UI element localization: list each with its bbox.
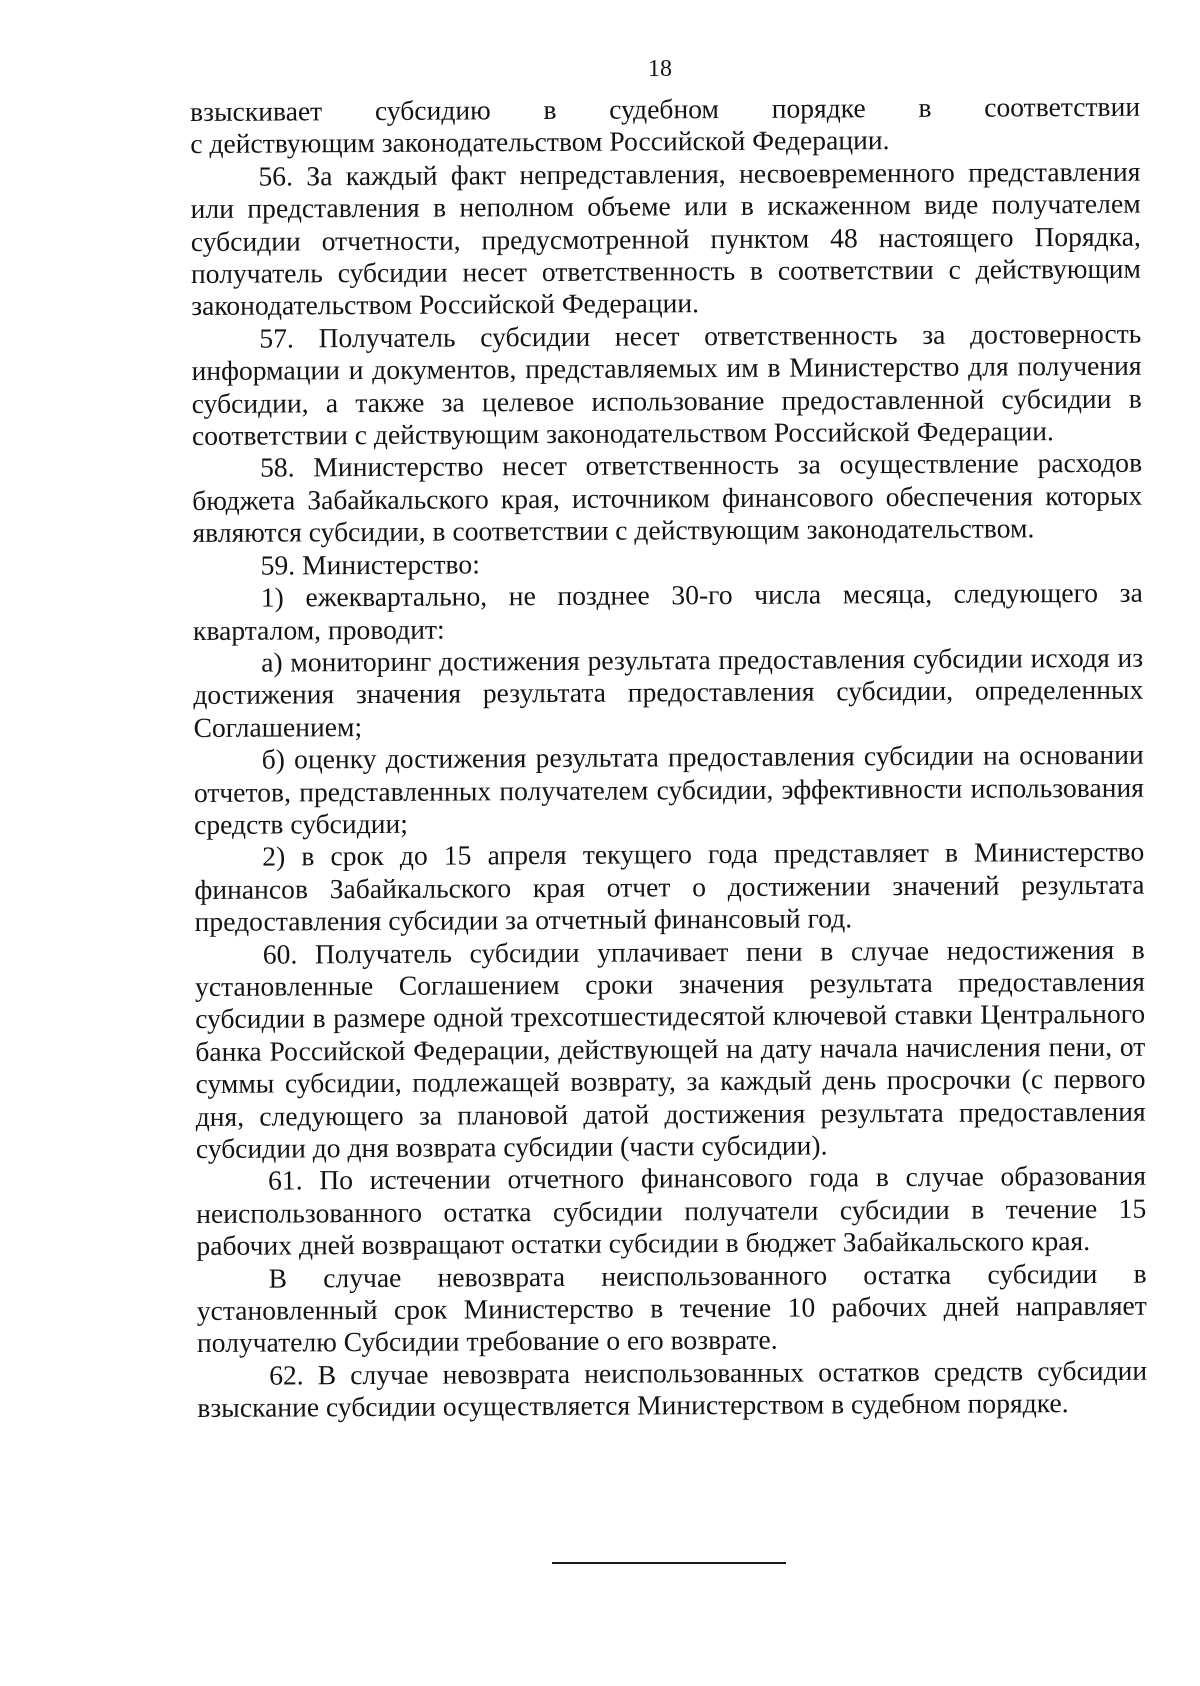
document-body	[190, 91, 1147, 1425]
paragraph-56: 56. За каждый факт непредставления, несвоевременного представления или представления в неполном объеме или в искаженном виде получателем субсидии отчетности, предусмотренной пунктом 48 настоящего Порядка, получатель субсидии несет ответственность в соответствии с действующим законодательством Российской Федерации.	[190, 155, 1142, 322]
paragraph-61-continuation: В случае невозврата неиспользованного остатка субсидии в установленный срок Министерство в течение 10 рабочих дней направляет получателю Субсидии требование о его возврате.	[196, 1257, 1147, 1359]
paragraph-59-item-1b: б) оценку достижения результата предоставления субсидии на основании отчетов, представленных получателем субсидии, эффективности использования средств субсидии;	[193, 738, 1144, 840]
paragraph-continuation-line: взыскивает субсидию в судебном порядке в соответствии	[190, 90, 1141, 127]
paragraph-59-item-1a: а) мониторинг достижения результата предоставления субсидии исходя из достижения значения результата предоставления субсидии, определенных Соглашением;	[193, 641, 1144, 743]
paragraph-59-item-1: 1) ежеквартально, не позднее 30-го числа месяца, следующего за кварталом, проводит:	[192, 576, 1143, 646]
paragraph-60: 60. Получатель субсидии уплачивает пени в случае недостижения в установленные Соглашением сроки значения результата предоставления субсидии в размере одной трехсотшестидесятой ключевой ставки Центрального банка Российской Федерации, действующей на дату начала начисления пени, от суммы субсидии, подлежащей возврату, за каждый день просрочки (с первого дня, следующего за плановой датой достижения результата предоставления субсидии до дня возврата субсидии (части субсидии).	[194, 933, 1146, 1164]
paragraph-58: 58. Министерство несет ответственность за осуществление расходов бюджета Забайкальского края, источником финансового обеспечения которых являются субсидии, в соответствии с действующим законодательством.	[192, 447, 1143, 549]
paragraph-61: 61. По истечении отчетного финансового года в случае образования неиспользованного остатка субсидии получатели субсидии в течение 15 рабочих дней возвращают остатки субсидии в бюджет Забайкальского края.	[196, 1160, 1147, 1262]
paragraph-59-item-2: 2) в срок до 15 апреля текущего года представляет в Министерство финансов Забайкальского края отчет о достижении значений результата предоставления субсидии за отчетный финансовый год.	[194, 836, 1145, 938]
end-of-document-rule	[552, 1562, 786, 1564]
page-number: 18	[648, 56, 672, 82]
paragraph-59: 59. Министерство:	[260, 548, 480, 581]
paragraph-continuation-end: с действующим законодательством Российской Федерации.	[190, 124, 890, 160]
paragraph-62: 62. В случае невозврата неиспользованных остатков средств субсидии взыскание субсидии осуществляется Министерством в судебном порядке.	[197, 1354, 1148, 1424]
paragraph-57: 57. Получатель субсидии несет ответственность за достоверность информации и документов, представляемых им в Министерство для получения субсидии, а также за целевое использование предоставленной субсидии в соответствии с действующим законодательством Российской Федерации.	[191, 317, 1142, 452]
